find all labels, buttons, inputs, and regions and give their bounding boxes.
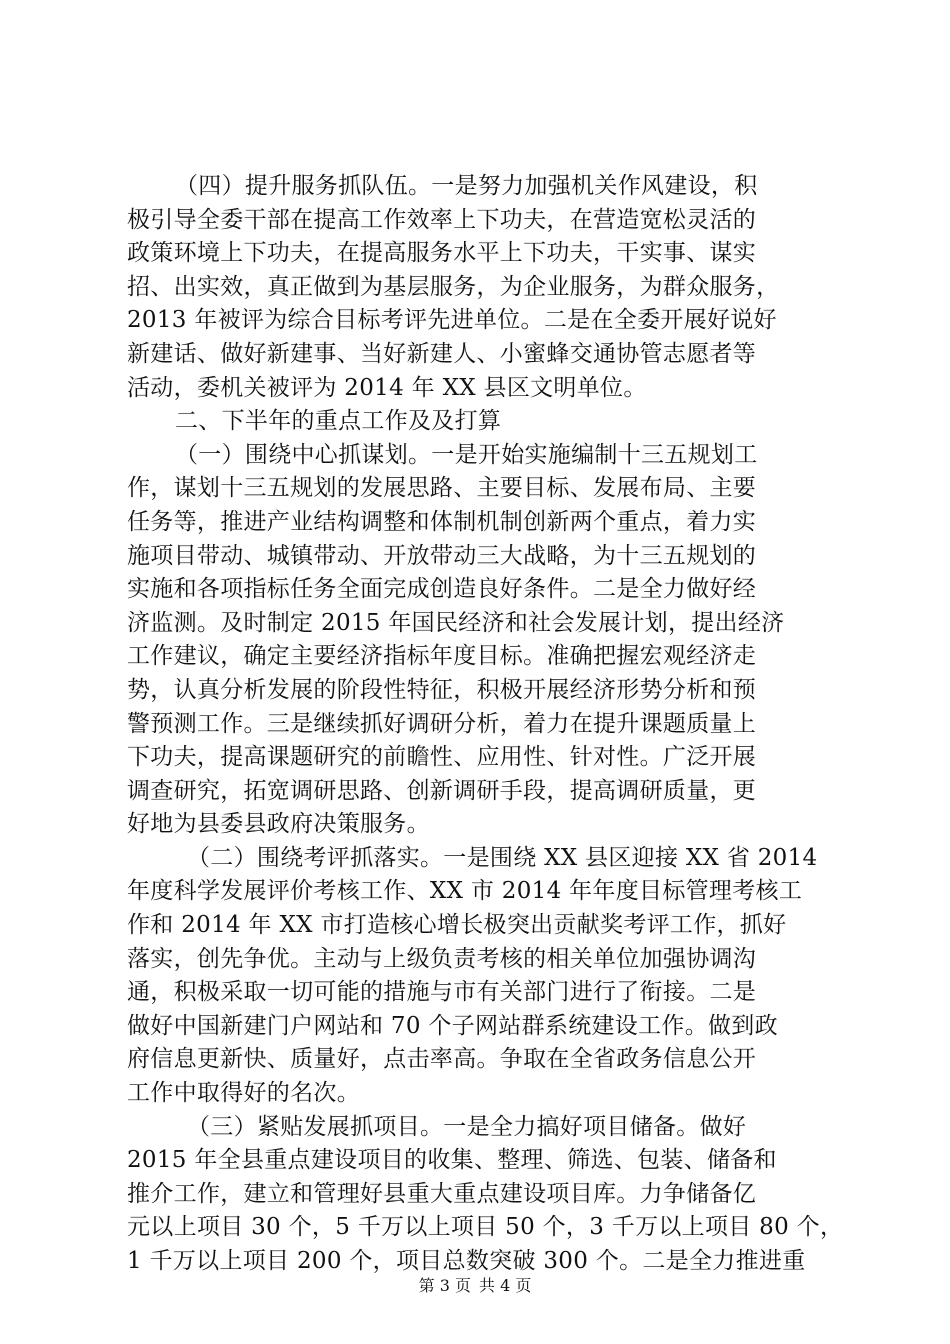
paragraph-line: 作，谋划十三五规划的发展思路、主要目标、发展布局、主要 — [127, 475, 757, 502]
paragraph-line: 年度科学发展评价考核工作、XX 市 2014 年年度目标管理考核工 — [127, 878, 803, 905]
paragraph-line: 活动，委机关被评为 2014 年 XX 县区文明单位。 — [127, 374, 647, 401]
paragraph-line: 下功夫，提高课题研究的前瞻性、应用性、针对性。广泛开展 — [127, 744, 757, 771]
paragraph-line: 做好中国新建门户网站和 70 个子网站群系统建设工作。做到政 — [127, 1012, 778, 1039]
paragraph-line: （一）围绕中心抓谋划。一是开始实施编制十三五规划工 — [175, 441, 758, 468]
paragraph-line: 好地为县委县政府决策服务。 — [127, 811, 430, 838]
paragraph-line: 2013 年被评为综合目标考评先进单位。二是在全委开展好说好 — [127, 307, 777, 334]
paragraph-line: 实施和各项指标任务全面完成创造良好条件。二是全力做好经 — [127, 576, 757, 603]
document-body — [127, 170, 844, 1279]
paragraph-line: 势，认真分析发展的阶段性特征，积极开展经济形势分析和预 — [127, 676, 757, 703]
paragraph-line: 警预测工作。三是继续抓好调研分析，着力在提升课题质量上 — [127, 710, 757, 737]
paragraph-line: 1 千万以上项目 200 个，项目总数突破 300 个。二是全力推进重 — [127, 1248, 806, 1274]
page-number: 第 3 页 — [418, 1276, 471, 1295]
paragraph-line: 招、出实效，真正做到为基层服务，为企业服务，为群众服务， — [127, 273, 780, 300]
paragraph-line: 政策环境上下功夫，在提高服务水平上下功夫，干实事、谋实 — [127, 240, 757, 267]
paragraph-line: 工作建议，确定主要经济指标年度目标。准确把握宏观经济走 — [127, 643, 757, 670]
paragraph-line: 施项目带动、城镇带动、开放带动三大战略，为十三五规划的 — [127, 542, 757, 569]
paragraph-line: 任务等，推进产业结构调整和体制机制创新两个重点，着力实 — [127, 508, 757, 535]
paragraph-line: 推介工作，建立和管理好县重大重点建设项目库。力争储备亿 — [127, 1180, 757, 1207]
paragraph-line: 工作中取得好的名次。 — [127, 1080, 360, 1107]
section-heading: 二、下半年的重点工作及及打算 — [175, 408, 502, 435]
paragraph-line: 府信息更新快、质量好，点击率高。争取在全省政务信息公开 — [127, 1046, 757, 1073]
paragraph-line: 作和 2014 年 XX 市打造核心增长极突出贡献奖考评工作，抓好 — [127, 912, 787, 939]
page-footer — [0, 1276, 950, 1296]
paragraph-line: 济监测。及时制定 2015 年国民经济和社会发展计划，提出经济 — [127, 609, 785, 636]
paragraph-line: 通，积极采取一切可能的措施与市有关部门进行了衔接。二是 — [127, 979, 757, 1006]
paragraph-line: 新建话、做好新建事、当好新建人、小蜜蜂交通协管志愿者等 — [127, 340, 757, 367]
paragraph-line: （三）紧贴发展抓项目。一是全力搞好项目储备。做好 — [187, 1113, 747, 1140]
paragraph-line: 极引导全委干部在提高工作效率上下功夫，在营造宽松灵活的 — [127, 206, 757, 233]
paragraph-line: （四）提升服务抓队伍。一是努力加强机关作风建设，积 — [175, 173, 758, 199]
paragraph-line: 调查研究，拓宽调研思路、创新调研手段，提高调研质量，更 — [127, 777, 757, 804]
paragraph-line: 2015 年全县重点建设项目的收集、整理、筛选、包装、储备和 — [127, 1147, 777, 1174]
page-total: 共 4 页 — [479, 1276, 532, 1295]
paragraph-line: 元以上项目 30 个，5 千万以上项目 50 个，3 千万以上项目 80 个， — [127, 1214, 844, 1241]
paragraph-line: （二）围绕考评抓落实。一是围绕 XX 县区迎接 XX 省 2014 — [187, 844, 818, 871]
paragraph-line: 落实，创先争优。主动与上级负责考核的相关单位加强协调沟 — [127, 945, 757, 972]
